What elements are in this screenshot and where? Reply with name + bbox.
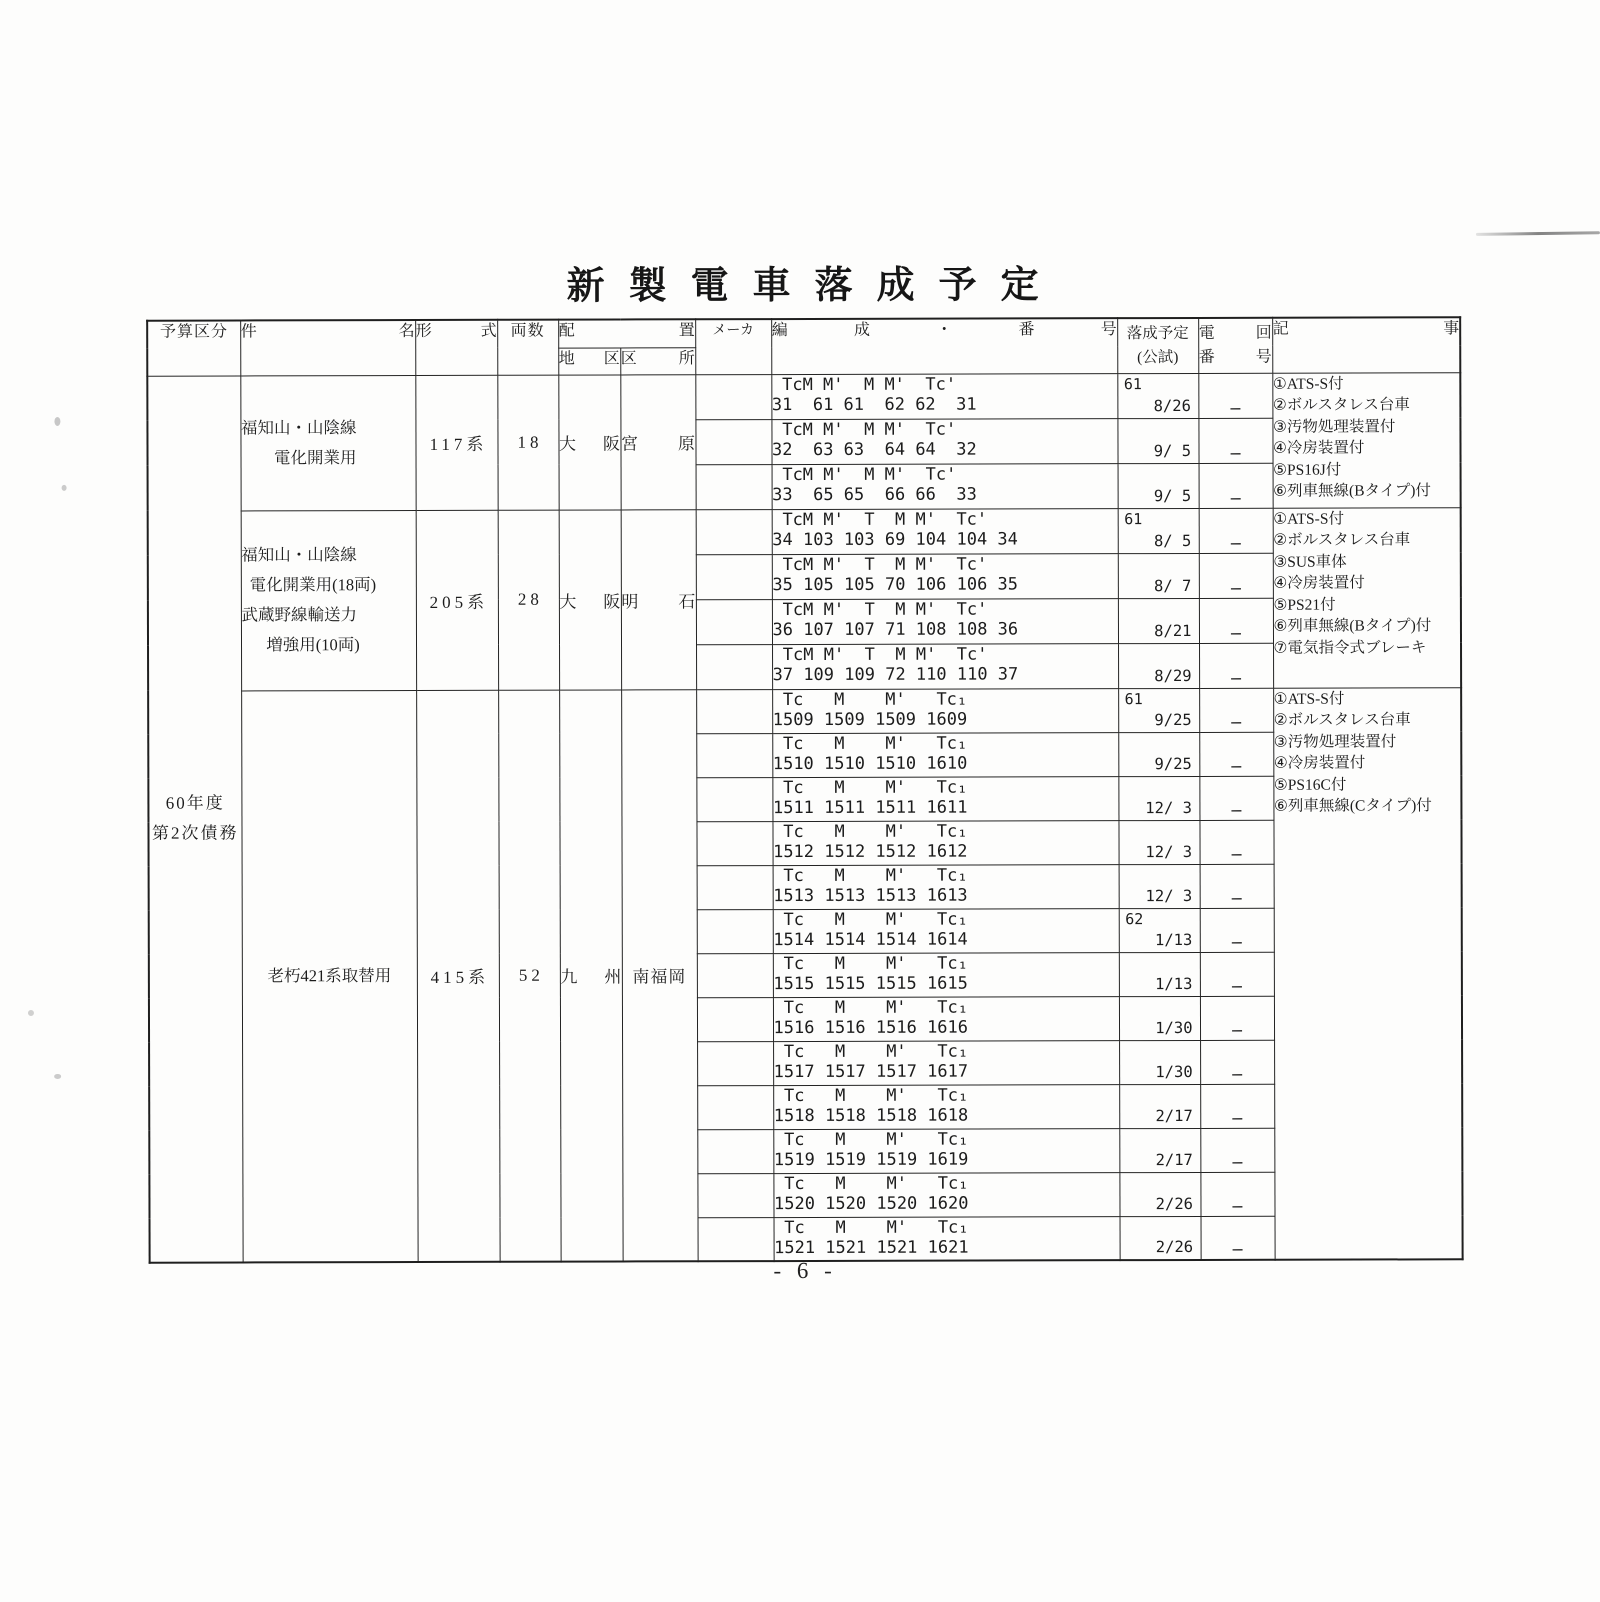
formation-cars-line: TcM M' T M M' Tc' xyxy=(772,599,988,620)
header-item-name: 件名 xyxy=(240,320,415,375)
item-name-cell: 福知山・山陰線 電化開業用 xyxy=(240,375,415,510)
district-cell: 大阪 xyxy=(558,374,620,509)
completion-date: 9/25 xyxy=(1154,754,1192,773)
header-series-type: 形式 xyxy=(415,320,497,375)
header-completion-date: 落成予定 (公試) xyxy=(1117,318,1198,373)
completion-date: 9/25 xyxy=(1154,710,1192,729)
table-row xyxy=(148,507,1461,555)
formation-numbers-line: 34 103 103 69 104 104 34 xyxy=(772,529,1018,551)
line-number-cell: − xyxy=(1199,688,1273,732)
formation-cell xyxy=(772,508,1118,554)
formation-cars-line: Tc M M' Tc₁ xyxy=(772,821,968,842)
line-number-cell: − xyxy=(1200,1084,1274,1128)
item-name-cell: 老朽421系取替用 xyxy=(241,690,417,1262)
header-district: 地区 xyxy=(558,347,620,374)
line-number-cell: − xyxy=(1200,996,1274,1040)
line-number-cell: − xyxy=(1200,952,1274,996)
completion-date: 12/ 3 xyxy=(1145,842,1193,861)
formation-cars-line: Tc M M' Tc₁ xyxy=(773,953,968,974)
maker-cell xyxy=(698,1217,774,1261)
formation-numbers-line: 1514 1514 1514 1614 xyxy=(773,929,968,951)
completion-date: 9/ 5 xyxy=(1153,486,1192,505)
table-row xyxy=(148,687,1461,734)
header-line-number: 電回 番号 xyxy=(1198,318,1272,373)
line-number-cell: − xyxy=(1199,776,1273,820)
scan-speck xyxy=(54,1074,61,1079)
completion-date: 9/ 5 xyxy=(1153,441,1192,460)
header-depot: 区所 xyxy=(620,347,695,374)
formation-cars-line: TcM M' T M M' Tc' xyxy=(772,509,988,530)
formation-cars-line: Tc M M' Tc₁ xyxy=(773,1129,969,1150)
formation-numbers-line: 1511 1511 1511 1611 xyxy=(772,797,968,819)
line-number-cell: − xyxy=(1199,732,1273,776)
completion-date: 12/ 3 xyxy=(1145,798,1192,817)
scan-streak-artifact xyxy=(1476,231,1600,236)
formation-cars-line: TcM M' M M' Tc' xyxy=(772,464,957,485)
completion-cell xyxy=(1118,732,1199,776)
document-title: 新製電車落成予定 xyxy=(566,264,1063,308)
formation-cars-line: Tc M M' Tc₁ xyxy=(772,777,968,798)
completion-date: 1/13 xyxy=(1154,930,1193,949)
maker-cell xyxy=(696,464,772,509)
completion-cell xyxy=(1118,776,1199,820)
completion-cell xyxy=(1119,864,1200,908)
maker-cell xyxy=(697,909,773,953)
formation-numbers-line: 1521 1521 1521 1621 xyxy=(774,1237,969,1259)
maker-cell xyxy=(697,1041,773,1085)
line-number-cell: − xyxy=(1199,598,1273,643)
completion-date: 8/26 xyxy=(1153,396,1191,415)
scan-speck xyxy=(54,417,60,426)
header-formation-number: 編成・番号 xyxy=(771,318,1117,374)
notes-cell: ①ATS-S付 ②ボルスタレス台車 ③汚物処理装置付 ④冷房装置付 ⑤PS16C付 ⑥列車無線(Cタイプ)付 xyxy=(1273,687,1462,1259)
formation-numbers-line: 36 107 107 71 108 108 36 xyxy=(772,619,1019,641)
completion-cell xyxy=(1119,996,1200,1040)
formation-numbers-line: 1520 1520 1520 1620 xyxy=(773,1193,969,1215)
formation-numbers-line: 32 63 63 64 64 32 xyxy=(771,439,977,461)
depot-cell: 宮原 xyxy=(620,374,695,509)
completion-date: 1/13 xyxy=(1155,974,1193,993)
district-cell: 九州 xyxy=(559,689,622,1261)
maker-cell xyxy=(697,997,773,1041)
line-number-cell: − xyxy=(1199,643,1273,688)
formation-cell xyxy=(774,1216,1120,1261)
maker-cell xyxy=(696,554,772,599)
formation-cars-line: Tc M M' Tc₁ xyxy=(772,733,968,754)
maker-cell xyxy=(697,1085,773,1129)
notes-cell: ①ATS-S付 ②ボルスタレス台車 ③汚物処理装置付 ④冷房装置付 ⑤PS16J付 ⑥列車無線(Bタイプ)付 xyxy=(1272,372,1460,507)
formation-cell xyxy=(772,643,1118,689)
line-number-cell: − xyxy=(1199,508,1273,553)
formation-cell xyxy=(773,1128,1119,1173)
completion-date: 1/30 xyxy=(1155,1018,1193,1037)
completion-date: 2/26 xyxy=(1155,1237,1194,1257)
maker-cell xyxy=(697,953,773,997)
completion-year: 62 xyxy=(1125,909,1144,928)
formation-cell xyxy=(773,952,1119,997)
line-number-cell: − xyxy=(1199,553,1273,598)
maker-cell xyxy=(697,865,773,909)
completion-cell xyxy=(1118,508,1199,553)
line-number-cell: − xyxy=(1201,1216,1275,1260)
header-maker: メーカ xyxy=(695,319,771,374)
page-number: - 6 - xyxy=(773,1257,837,1284)
formation-cell xyxy=(773,996,1119,1041)
completion-cell xyxy=(1119,1040,1200,1084)
formation-cell xyxy=(772,688,1118,733)
completion-cell xyxy=(1117,373,1198,418)
completion-cell xyxy=(1119,1128,1200,1172)
line-number-cell: − xyxy=(1200,864,1274,908)
line-number-cell: − xyxy=(1198,418,1272,463)
completion-year: 61 xyxy=(1124,689,1143,708)
maker-cell xyxy=(695,374,771,419)
header-row-1 xyxy=(147,317,1460,348)
car-count-cell: 52 xyxy=(498,690,560,1262)
completion-year: 61 xyxy=(1124,509,1143,528)
completion-cell xyxy=(1118,553,1199,598)
formation-cars-line: Tc M M' Tc₁ xyxy=(773,997,968,1018)
formation-numbers-line: 37 109 109 72 110 110 37 xyxy=(772,664,1019,686)
depot-cell: 南福岡 xyxy=(621,689,698,1261)
formation-cars-line: Tc M M' Tc₁ xyxy=(773,909,968,930)
header-budget-category: 予算区分 xyxy=(147,320,240,375)
maker-cell xyxy=(695,419,771,464)
line-number-cell: − xyxy=(1199,820,1273,864)
formation-numbers-line: 31 61 61 62 62 31 xyxy=(771,394,977,416)
maker-cell xyxy=(697,1129,773,1173)
car-count-cell: 18 xyxy=(497,375,558,510)
formation-numbers-line: 1509 1509 1509 1609 xyxy=(772,709,968,731)
completion-cell xyxy=(1119,952,1200,996)
completion-date: 8/ 7 xyxy=(1154,576,1192,595)
formation-numbers-line: 1512 1512 1512 1612 xyxy=(773,841,968,863)
maker-cell xyxy=(696,821,772,865)
formation-cell xyxy=(771,373,1117,419)
completion-cell xyxy=(1118,598,1199,643)
formation-cars-line: TcM M' M M' Tc' xyxy=(771,374,957,395)
completion-year: 61 xyxy=(1123,374,1142,393)
formation-cars-line: TcM M' T M M' Tc' xyxy=(772,554,988,575)
line-number-cell: − xyxy=(1200,1172,1274,1216)
line-number-cell: − xyxy=(1199,463,1273,508)
formation-cell xyxy=(772,820,1118,865)
header-placement: 配置 xyxy=(558,319,695,347)
line-number-cell: − xyxy=(1198,373,1272,418)
formation-numbers-line: 1510 1510 1510 1610 xyxy=(772,753,968,775)
completion-cell xyxy=(1117,418,1198,463)
completion-date: 2/17 xyxy=(1155,1150,1193,1169)
budget-category-cell: 60年度 第2次債務 xyxy=(147,375,242,1262)
formation-numbers-line: 1515 1515 1515 1615 xyxy=(773,973,968,995)
formation-cars-line: Tc M M' Tc₁ xyxy=(773,865,968,886)
completion-date: 1/30 xyxy=(1155,1062,1193,1081)
formation-cell xyxy=(773,864,1119,909)
completion-cell xyxy=(1118,688,1199,732)
completion-date: 8/21 xyxy=(1154,621,1192,640)
series-type-cell: 117系 xyxy=(415,375,497,510)
completion-date: 12/ 3 xyxy=(1145,886,1193,905)
table-row xyxy=(147,372,1460,420)
formation-cars-line: Tc M M' Tc₁ xyxy=(774,1217,969,1238)
car-count-cell: 28 xyxy=(498,510,559,690)
completion-cell xyxy=(1119,1084,1200,1128)
formation-cell xyxy=(773,908,1119,953)
completion-cell xyxy=(1119,1172,1200,1216)
district-cell: 大阪 xyxy=(559,509,621,689)
formation-cell xyxy=(773,1172,1119,1217)
formation-cars-line: Tc M M' Tc₁ xyxy=(772,689,968,710)
series-type-cell: 205系 xyxy=(416,510,498,690)
formation-cars-line: Tc M M' Tc₁ xyxy=(773,1085,969,1106)
completion-cell xyxy=(1118,820,1199,864)
formation-numbers-line: 1516 1516 1516 1616 xyxy=(773,1017,969,1039)
maker-cell xyxy=(697,1173,773,1217)
formation-cell xyxy=(772,463,1118,509)
completion-cell xyxy=(1118,643,1199,688)
scan-speck xyxy=(62,485,67,491)
formation-cell xyxy=(772,776,1118,821)
maker-cell xyxy=(696,733,772,777)
completion-cell xyxy=(1120,1216,1201,1260)
formation-numbers-line: 35 105 105 70 106 106 35 xyxy=(772,574,1019,596)
maker-cell xyxy=(696,599,772,644)
formation-cars-line: TcM M' M M' Tc' xyxy=(771,419,957,440)
formation-cell xyxy=(773,1084,1119,1129)
completion-date: 2/17 xyxy=(1155,1106,1193,1125)
completion-date: 8/29 xyxy=(1154,666,1192,685)
schedule-table xyxy=(146,316,1463,1263)
maker-cell xyxy=(696,644,772,689)
maker-cell xyxy=(696,777,772,821)
completion-date: 2/26 xyxy=(1155,1194,1194,1213)
line-number-cell: − xyxy=(1200,908,1274,952)
formation-cell xyxy=(772,732,1118,777)
formation-cell xyxy=(772,598,1118,644)
completion-cell xyxy=(1119,908,1200,952)
formation-cars-line: Tc M M' Tc₁ xyxy=(773,1173,969,1194)
formation-cars-line: TcM M' T M M' Tc' xyxy=(772,644,988,665)
formation-numbers-line: 1513 1513 1513 1613 xyxy=(773,885,968,907)
formation-numbers-line: 1518 1518 1518 1618 xyxy=(773,1105,969,1127)
formation-cars-line: Tc M M' Tc₁ xyxy=(773,1041,969,1062)
formation-numbers-line: 33 65 65 66 66 33 xyxy=(772,484,977,506)
formation-numbers-line: 1519 1519 1519 1619 xyxy=(773,1149,969,1171)
completion-cell xyxy=(1118,463,1199,508)
notes-cell: ①ATS-S付 ②ボルスタレス台車 ③SUS車体 ④冷房装置付 ⑤PS21付 ⑥列車無線(Bタイプ)付 ⑦電気指令式ブレーキ xyxy=(1273,507,1461,687)
line-number-cell: − xyxy=(1200,1128,1274,1172)
header-notes: 記事 xyxy=(1272,317,1460,372)
formation-cell xyxy=(773,1040,1119,1085)
formation-numbers-line: 1517 1517 1517 1617 xyxy=(773,1061,969,1083)
maker-cell xyxy=(696,689,772,733)
item-name-cell: 福知山・山陰線 電化開業用(18両) 武蔵野線輸送力 増強用(10両) xyxy=(241,510,416,690)
completion-date: 8/ 5 xyxy=(1153,531,1192,550)
scan-speck xyxy=(28,1010,34,1016)
formation-cell xyxy=(771,418,1117,464)
maker-cell xyxy=(696,509,772,554)
depot-cell: 明石 xyxy=(621,509,696,689)
header-car-count: 両数 xyxy=(497,320,558,375)
formation-cell xyxy=(772,553,1118,599)
line-number-cell: − xyxy=(1200,1040,1274,1084)
series-type-cell: 415系 xyxy=(416,690,499,1262)
